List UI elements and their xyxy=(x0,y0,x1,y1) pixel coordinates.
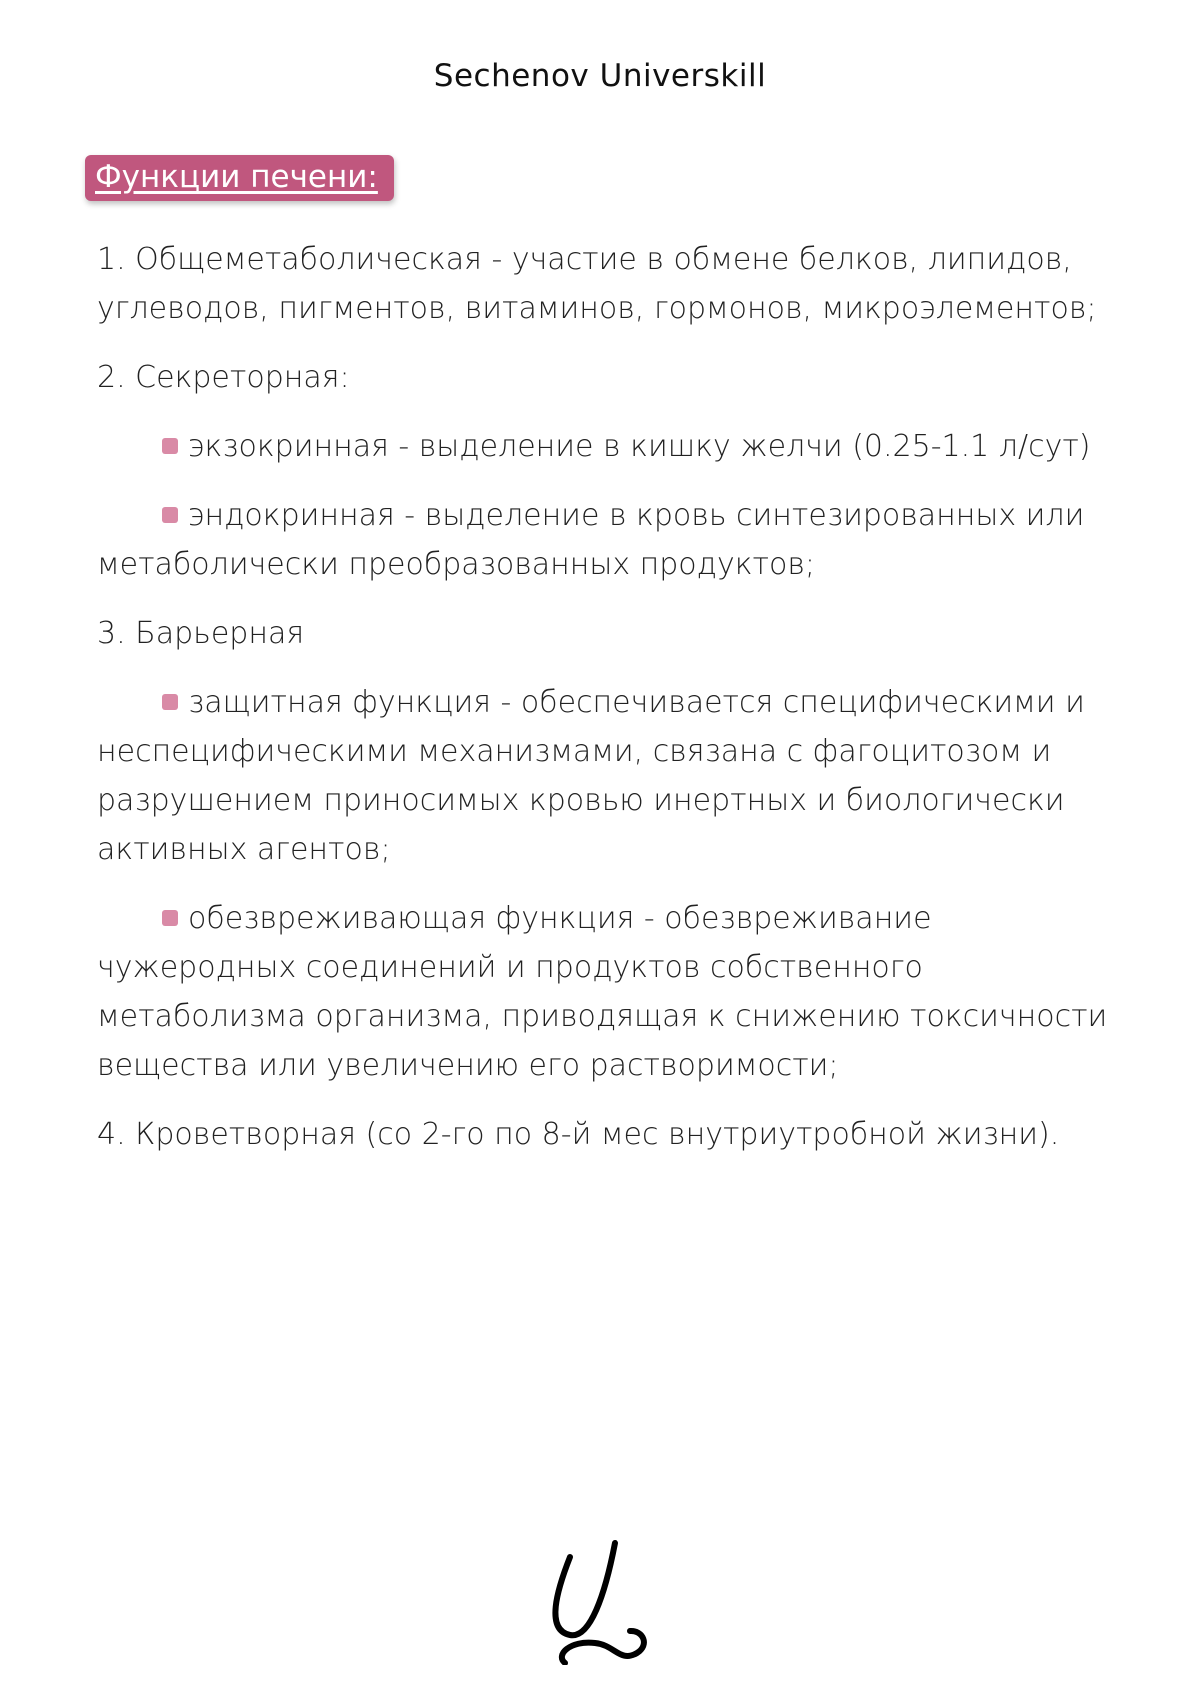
list-item-barrier: 3. Барьерная xyxy=(97,616,305,651)
square-bullet-icon xyxy=(162,694,178,710)
bullet-text: эндокринная - выделение в кровь синтезированных или метаболически преобразованных продуктов; xyxy=(97,498,1085,582)
list-item-secretory: 2. Секреторная: xyxy=(97,360,350,395)
section-heading: Функции печени: xyxy=(85,155,394,201)
square-bullet-icon xyxy=(162,438,178,454)
section-heading-wrap xyxy=(85,155,394,201)
bullet-item-detox xyxy=(97,894,1137,1090)
us-monogram-logo-icon xyxy=(545,1535,655,1665)
document-body xyxy=(97,235,1137,1179)
list-item-hematopoietic: 4. Кроветворная (со 2-го по 8-й мес внутриутробной жизни). xyxy=(97,1117,1060,1152)
page-header-title: Sechenov Universkill xyxy=(433,58,767,94)
bullet-text: экзокринная - выделение в кишку желчи (0.25-1.1 л/сут) xyxy=(188,429,1091,464)
bullet-text: защитная функция - обеспечивается специфическими и неспецифическими механизмами, связана с фагоцитозом и разрушением приносимых кровью инертных и биологически активных агентов; xyxy=(97,685,1085,867)
square-bullet-icon xyxy=(162,910,178,926)
square-bullet-icon xyxy=(162,507,178,523)
bullet-item-protective xyxy=(97,678,1137,874)
bullet-item-endocrine xyxy=(97,491,1137,589)
bullet-item-exocrine xyxy=(97,422,1137,471)
list-item-general-metabolic: 1. Общеметаболическая - участие в обмене белков, липидов, углеводов, пигментов, витаминов, гормонов, микроэлементов; xyxy=(97,242,1097,326)
bullet-text: обезвреживающая функция - обезвреживание чужеродных соединений и продуктов собственного метаболизма организма, приводящая к снижению токсичности вещества или увеличению его растворимости; xyxy=(97,901,1108,1083)
